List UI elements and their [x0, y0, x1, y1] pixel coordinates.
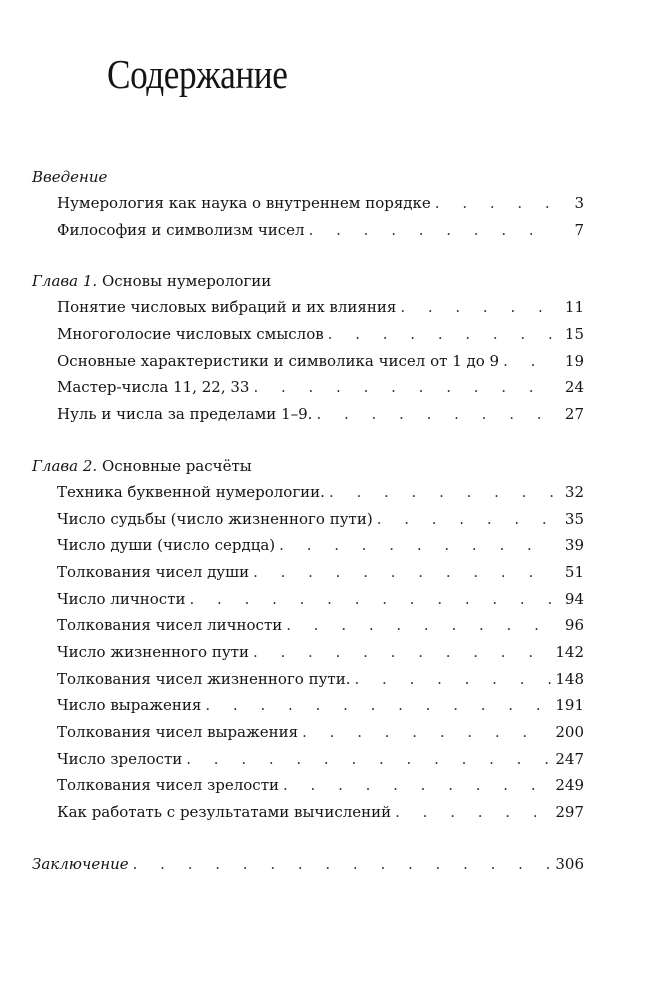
dot-leader [503, 348, 554, 375]
entry-page-number: 142 [555, 642, 584, 661]
chapter-2-label: Глава 2. [32, 456, 98, 475]
dot-leader [395, 799, 551, 826]
toc-entry[interactable] [32, 506, 584, 533]
dot-leader [253, 374, 554, 401]
entry-title: Как работать с результатами вычислений [57, 803, 392, 822]
toc-entry[interactable] [32, 190, 584, 217]
entry-title: Заключение [32, 854, 129, 873]
dot-leader [316, 401, 554, 428]
toc-entry-conclusion[interactable] [32, 851, 584, 878]
entry-title: Толкования чисел личности [57, 616, 283, 635]
entry-title: Нуль и числа за пределами 1–9. [57, 405, 313, 424]
entry-title: Нумерология как наука о внутреннем порядке [57, 194, 431, 212]
chapter-1-label: Глава 1. [32, 272, 98, 291]
entry-page-number: 96 [564, 616, 584, 635]
entry-page-number: 191 [555, 696, 584, 715]
entry-title: Толкования чисел жизненного пути. [57, 669, 351, 688]
entry-title: Философия и символизм чисел [57, 220, 305, 239]
entry-page-number: 24 [564, 378, 584, 397]
dot-leader [279, 532, 554, 559]
chapter-1-title: Основы нумерологии [97, 272, 272, 291]
dot-leader [186, 746, 551, 773]
entry-title: Число зрелости [57, 749, 183, 768]
toc-entry[interactable] [32, 772, 584, 799]
entry-title: Толкования чисел зрелости [57, 776, 279, 795]
toc-entry[interactable] [32, 586, 584, 613]
entry-title: Основные характеристики и символика чисел от 1 до 9 [57, 351, 500, 370]
entry-page-number: 19 [564, 351, 584, 370]
entry-page-number: 306 [555, 854, 584, 873]
dot-leader [355, 666, 552, 693]
dot-leader [190, 586, 555, 613]
entry-page-number: 51 [564, 562, 584, 581]
toc-entry[interactable] [32, 401, 584, 428]
chapter-2-title: Основные расчёты [97, 456, 252, 475]
dot-leader [329, 479, 554, 506]
dot-leader [286, 612, 554, 639]
entry-title: Число жизненного пути [57, 642, 249, 661]
toc-entry[interactable] [32, 374, 584, 401]
toc-entry[interactable] [32, 348, 584, 375]
toc-entry[interactable] [32, 639, 584, 666]
entry-page-number: 200 [555, 723, 584, 741]
table-of-contents [32, 164, 584, 877]
entry-title: Число души (число сердца) [57, 536, 276, 555]
entry-title: Понятие числовых вибраций и их влияния [57, 298, 397, 317]
page-title: Содержание [107, 51, 288, 97]
toc-entry[interactable] [32, 559, 584, 586]
dot-leader [253, 639, 551, 666]
dot-leader [283, 772, 551, 799]
toc-entry[interactable] [32, 719, 584, 746]
toc-entry[interactable] [32, 612, 584, 639]
entry-page-number: 297 [555, 803, 584, 822]
dot-leader [377, 506, 554, 533]
toc-entry[interactable] [32, 321, 584, 348]
entry-page-number: 247 [555, 749, 584, 768]
dot-leader [205, 692, 551, 719]
section-chapter-2 [32, 453, 584, 826]
entry-title: Техника буквенной нумерологии. [57, 482, 325, 501]
entry-page-number: 7 [574, 220, 584, 239]
entry-title: Число личности [57, 589, 186, 608]
section-heading-chapter-2 [32, 453, 584, 479]
section-heading-chapter-1 [32, 268, 584, 294]
entry-page-number: 27 [564, 405, 584, 424]
toc-entry[interactable] [32, 692, 584, 719]
entry-title: Толкования чисел выражения [57, 723, 299, 741]
toc-entry[interactable] [32, 666, 584, 693]
entry-page-number: 3 [574, 194, 584, 212]
entry-page-number: 32 [564, 482, 584, 501]
entry-page-number: 148 [555, 669, 584, 688]
entry-page-number: 249 [555, 776, 584, 795]
section-heading-intro [32, 164, 584, 190]
entry-title: Толкования чисел души [57, 562, 250, 581]
entry-page-number: 39 [564, 536, 584, 555]
entry-title: Мастер-числа 11, 22, 33 [57, 378, 250, 397]
dot-leader [400, 294, 554, 321]
intro-heading: Введение [32, 168, 108, 186]
entry-title: Многоголосие числовых смыслов [57, 325, 324, 344]
toc-entry[interactable] [32, 479, 584, 506]
entry-title: Число выражения [57, 696, 202, 715]
toc-entry[interactable] [32, 532, 584, 559]
toc-entry[interactable] [32, 294, 584, 321]
dot-leader [133, 851, 552, 878]
dot-leader [302, 719, 551, 746]
entry-title: Число судьбы (число жизненного пути) [57, 509, 373, 528]
section-intro [32, 164, 584, 243]
dot-leader [435, 190, 554, 217]
toc-entry[interactable] [32, 217, 584, 244]
dot-leader [328, 321, 554, 348]
entry-page-number: 15 [564, 325, 584, 344]
toc-entry[interactable] [32, 746, 584, 773]
dot-leader [309, 217, 554, 244]
toc-entry[interactable] [32, 799, 584, 826]
entry-page-number: 11 [564, 298, 584, 317]
section-chapter-1 [32, 268, 584, 427]
dot-leader [253, 559, 554, 586]
entry-page-number: 94 [564, 589, 584, 608]
entry-page-number: 35 [564, 509, 584, 528]
